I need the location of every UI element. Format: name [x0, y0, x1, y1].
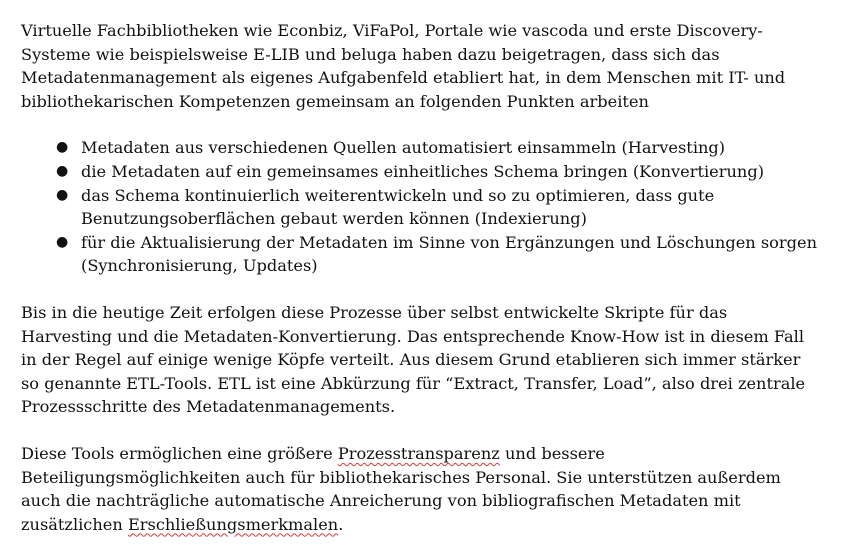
bullet-icon: ●: [56, 162, 69, 179]
spellcheck-flagged-word[interactable]: Erschließungsmerkmalen: [127, 514, 339, 534]
list-item: [21, 160, 821, 184]
paragraph-tools-text-3: .: [338, 514, 344, 534]
bullet-icon: ●: [56, 233, 69, 250]
bullet-icon: ●: [56, 186, 69, 203]
list-item-text: das Schema kontinuierlich weiterentwickeln und so zu optimieren, dass gute Benutzungsoberflächen gebaut werden können (Indexierung): [81, 185, 715, 229]
bullet-icon: ●: [56, 139, 69, 156]
bullet-list: [21, 136, 821, 278]
document-body[interactable]: [21, 19, 821, 536]
list-item-text: die Metadaten auf ein gemeinsames einheitliches Schema bringen (Konvertierung): [81, 161, 765, 181]
list-item-text: für die Aktualisierung der Metadaten im Sinne von Ergänzungen und Löschungen sorgen (Synchronisierung, Updates): [81, 232, 818, 276]
list-item: [21, 231, 821, 278]
spellcheck-flagged-word[interactable]: Prozesstransparenz: [337, 443, 500, 463]
list-item: [21, 136, 821, 160]
paragraph-etl: Bis in die heutige Zeit erfolgen diese Prozesse über selbst entwickelte Skripte für das Harvesting und die Metadaten-Konvertierung. Das entsprechende Know-How ist in diesem Fall in der Regel auf einige wenige Köpfe verteilt. Aus diesem Grund etablieren sich immer stärker so genannte ETL-Tools. ETL ist eine Abkürzung für “Extract, Transfer, Load”, also drei zentrale Prozessschritte des Metadatenmanagements.: [21, 302, 806, 417]
paragraph-tools-text-2: und bessere Beteiligungsmöglichkeiten auch für bibliothekarisches Personal. Sie unterstützen außerdem auch die nachträgliche automatische Anreicherung von bibliografischen Metadaten mit zusätzlichen: [21, 443, 781, 534]
list-item: [21, 184, 821, 231]
paragraph-tools: [21, 442, 821, 536]
paragraph-tools-text-1: Diese Tools ermöglichen eine größere: [21, 443, 338, 463]
paragraph-intro: Virtuelle Fachbibliotheken wie Econbiz, ViFaPol, Portale wie vascoda und erste Discovery-Systeme wie beispielsweise E-LIB und beluga haben dazu beigetragen, dass sich das Metadatenmanagement als eigenes Aufgabenfeld etabliert hat, in dem Menschen mit IT- und bibliothekarischen Kompetenzen gemeinsam an folgenden Punkten arbeiten: [21, 21, 786, 111]
list-item-text: Metadaten aus verschiedenen Quellen automatisiert einsammeln (Harvesting): [81, 138, 726, 158]
